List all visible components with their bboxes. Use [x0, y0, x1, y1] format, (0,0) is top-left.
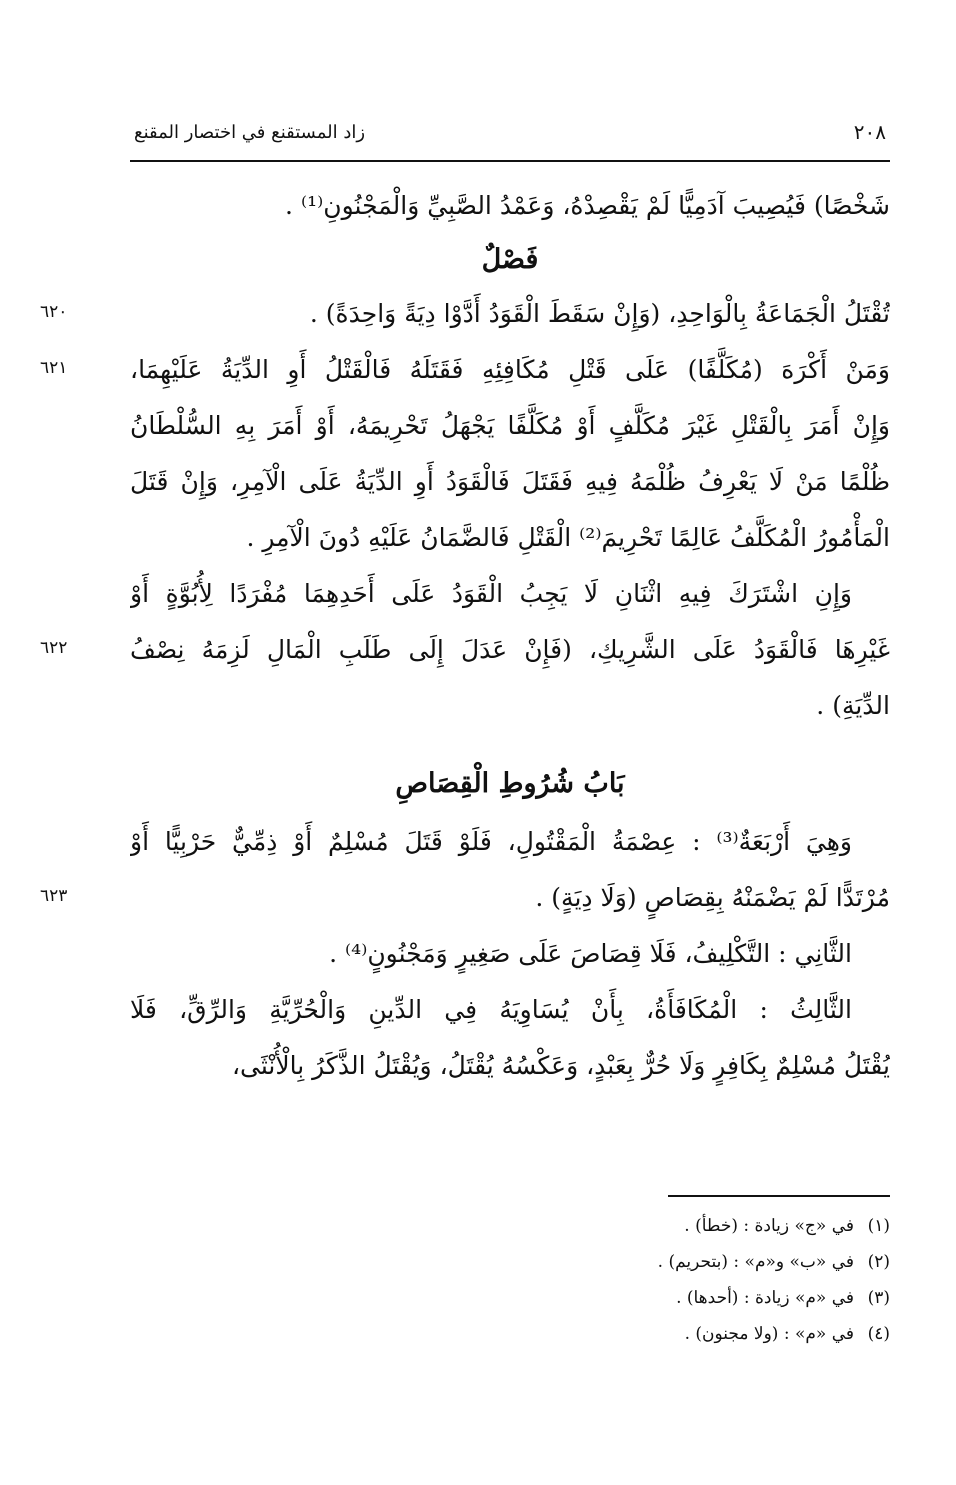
- running-header: [130, 112, 890, 162]
- text-line: ظُلْمًا مَنْ لَا يَعْرِفُ ظُلْمَهُ فِيهِ فَقَتَلَ فَالْقَوَدُ أَوِ الدِّيَةُ عَلَى الْآمِرِ، وَإِنْ قَتَلَ: [130, 467, 890, 496]
- footnote: [500, 1244, 890, 1280]
- footnote-number: (١): [867, 1216, 890, 1236]
- text-line: شَخْصًا) فَيُصِيبَ آدَمِيًّا لَمْ يَقْصِدْهُ، وَعَمْدُ الصَّبِيِّ وَالْمَجْنُونِ⁽¹⁾ .: [285, 191, 890, 220]
- footnote-number: (٤): [867, 1324, 890, 1344]
- margin-number: ٦٢٢: [40, 638, 68, 658]
- text-line: غَيْرِهَا فَالْقَوَدُ عَلَى الشَّرِيكِ، (فَإِنْ عَدَلَ إِلَى طَلَبِ الْمَالِ لَزِمَهُ نِصْفُ: [130, 635, 890, 664]
- margin-number: ٦٢١: [40, 358, 68, 378]
- margin-number: ٦٢٠: [40, 302, 68, 322]
- footnotes: [500, 1208, 890, 1352]
- text-line: وَمَنْ أَكْرَهَ (مُكَلَّفًا) عَلَى قَتْلِ مُكَافِئِهِ فَقَتَلَهُ فَالْقَتْلُ أَوِ الدِّيَةُ عَلَيْهِمَا،: [130, 355, 890, 384]
- text-line: وَهِيَ أَرْبَعَةٌ⁽³⁾ : عِصْمَةُ الْمَقْتُولِ، فَلَوْ قَتَلَ مُسْلِمٌ أَوْ ذِمِّيٌّ حَرْبِيًّا أَوْ: [130, 827, 852, 856]
- footnote: [500, 1316, 890, 1352]
- footnote-text: في «م» زيادة : (أحدها) .: [676, 1288, 854, 1308]
- text-line: مُرْتَدًّا لَمْ يَضْمَنْهُ بِقِصَاصٍ (وَلَا دِيَةٍ) .: [535, 883, 890, 912]
- footnote-text: في «ج» زيادة : (خطأ) .: [684, 1216, 854, 1236]
- footnote-number: (٢): [867, 1252, 890, 1272]
- text-line: الدِّيَةِ) .: [816, 691, 890, 720]
- margin-number: ٦٢٣: [40, 886, 68, 906]
- section-heading: فَصْلٌ: [481, 244, 539, 275]
- text-line: وَإِنْ أَمَرَ بِالْقَتْلِ غَيْرَ مُكَلَّفٍ أَوْ مُكَلَّفًا يَجْهَلُ تَحْرِيمَهُ، أَوْ أَمَرَ بِهِ السُّلْطَانُ: [130, 411, 890, 440]
- text-line: الثَّالِثُ : الْمُكَافَأَةُ، بِأَنْ يُسَاوِيَهُ فِي الدِّينِ وَالْحُرِّيَّةِ وَالرِّقِّ، فَلَا: [130, 995, 852, 1024]
- text-line: الْمَأْمُورُ الْمُكَلَّفُ عَالِمًا تَحْرِيمَ⁽²⁾ الْقَتْلِ فَالضَّمَانُ عَلَيْهِ دُونَ الْآمِرِ .: [246, 523, 890, 552]
- page-number: ٢٠٨: [853, 120, 886, 144]
- text-line: تُقْتَلُ الْجَمَاعَةُ بِالْوَاحِدِ، (وَإِنْ سَقَطَ الْقَوَدُ أَدَّوْا دِيَةً وَاحِدَةً) .: [309, 299, 890, 328]
- footnote: [500, 1208, 890, 1244]
- footnote-rule: [668, 1195, 890, 1197]
- text-line: الثَّانِي : التَّكْلِيفُ، فَلَا قِصَاصَ عَلَى صَغِيرٍ وَمَجْنُونٍ⁽⁴⁾ .: [329, 939, 852, 968]
- text-line: وَإِنِ اشْتَرَكَ فِيهِ اثْنَانِ لَا يَجِبُ الْقَوَدُ عَلَى أَحَدِهِمَا مُفْرَدًا لِأُبُوَّةٍ أَوْ: [130, 579, 852, 608]
- footnote-text: في «م» : (ولا مجنون) .: [684, 1324, 854, 1344]
- chapter-heading: بَابُ شُرُوطِ الْقِصَاصِ: [395, 768, 625, 799]
- book-title: زاد المستقنع في اختصار المقنع: [134, 122, 366, 143]
- footnote-text: في «ب» و«م» : (بتحريم) .: [657, 1252, 854, 1272]
- text-line: يُقْتَلُ مُسْلِمٌ بِكَافِرٍ وَلَا حُرٌّ بِعَبْدٍ، وَعَكْسُهُ يُقْتَلُ، وَيُقْتَلُ الذَّكَرُ بِالْأُنْثَى،: [231, 1051, 890, 1080]
- footnote: [500, 1280, 890, 1316]
- main-text: [130, 178, 890, 1094]
- footnote-number: (٣): [867, 1288, 890, 1308]
